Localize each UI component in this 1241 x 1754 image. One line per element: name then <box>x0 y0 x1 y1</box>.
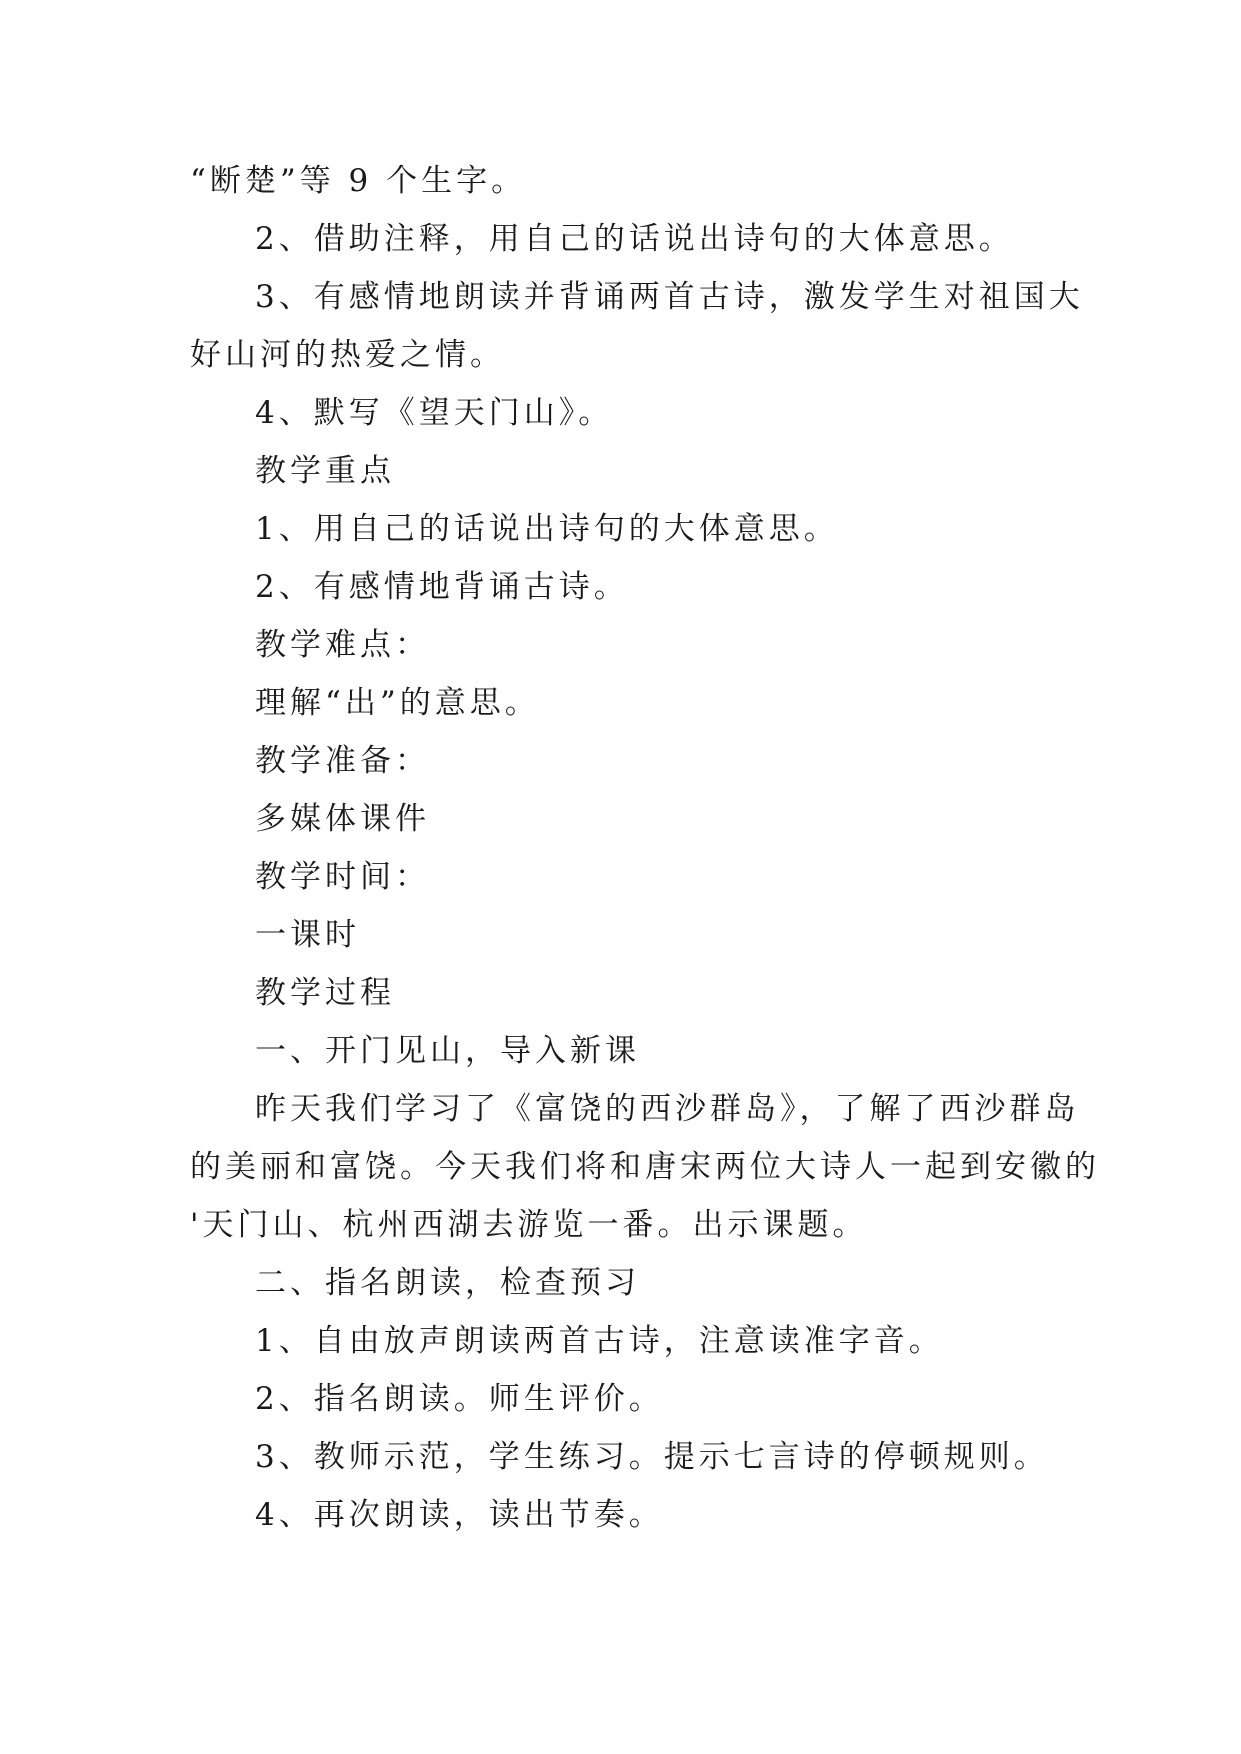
text-line: 理解“出”的意思。 <box>255 685 540 721</box>
text-line: 昨天我们学习了《富饶的西沙群岛》，了解了西沙群岛 <box>255 1091 1080 1127</box>
section-heading: 教学准备： <box>255 743 430 779</box>
section-heading: 教学过程 <box>255 975 395 1011</box>
section-heading: 教学难点： <box>255 627 430 663</box>
text-line: 1、用自己的话说出诗句的大体意思。 <box>255 511 839 547</box>
text-line: 3、有感情地朗读并背诵两首古诗，激发学生对祖国大 <box>255 279 1084 315</box>
text-line: 一课时 <box>255 917 360 953</box>
section-heading: 一、开门见山，导入新课 <box>255 1033 640 1069</box>
text-line: 4、再次朗读，读出节奏。 <box>255 1497 664 1533</box>
text-line: 1、自由放声朗读两首古诗，注意读准字音。 <box>255 1323 944 1359</box>
text-line: 2、借助注释，用自己的话说出诗句的大体意思。 <box>255 221 1014 257</box>
section-heading: 教学重点 <box>255 453 395 489</box>
text-line: 2、有感情地背诵古诗。 <box>255 569 629 605</box>
document-body <box>190 152 1100 1544</box>
text-line: 3、教师示范，学生练习。提示七言诗的停顿规则。 <box>255 1439 1049 1475</box>
section-heading: 二、指名朗读，检查预习 <box>255 1265 640 1301</box>
text-line: '天门山、杭州西湖去游览一番。出示课题。 <box>190 1207 868 1243</box>
text-line: 4、默写《望天门山》。 <box>255 395 614 431</box>
text-line: 多媒体课件 <box>255 801 430 837</box>
section-heading: 教学时间： <box>255 859 430 895</box>
text-line: 2、指名朗读。师生评价。 <box>255 1381 664 1417</box>
text-line: 好山河的热爱之情。 <box>190 337 505 373</box>
text-line: 的美丽和富饶。今天我们将和唐宋两位大诗人一起到安徽的 <box>190 1149 1100 1185</box>
text-line: “断楚”等 9 个生字。 <box>190 163 527 199</box>
